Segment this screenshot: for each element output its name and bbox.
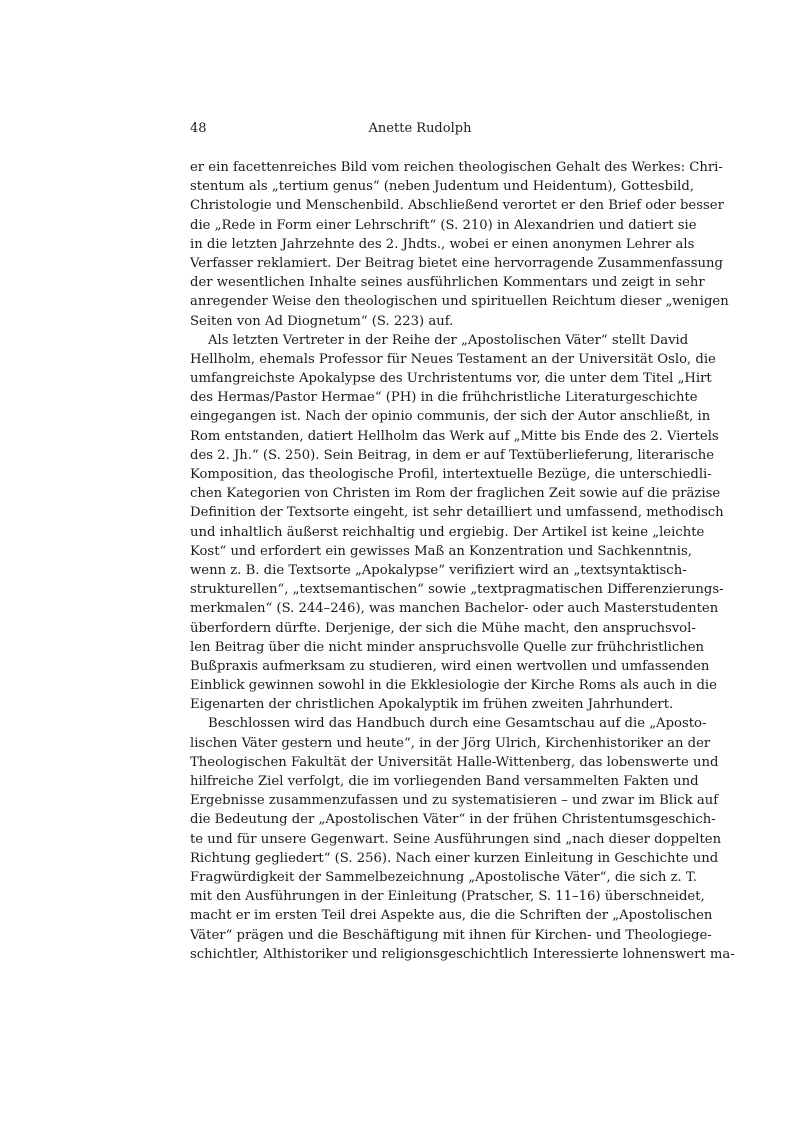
text-line: Theologischen Fakultät der Universität Halle-Wittenberg, das lobenswerte und [190,754,719,770]
paragraph [190,158,729,331]
text-line: Ergebnisse zusammenzufassen und zu systematisieren – und zwar im Blick auf [190,793,719,809]
text-line: len Beitrag über die nicht minder anspruchsvolle Quelle zur frühchristlichen [190,639,705,655]
text-line: Richtung gegliedert“ (S. 256). Nach einer kurzen Einleitung in Geschichte und [190,850,719,866]
text-line: überfordern dürfte. Derjenige, der sich die Mühe macht, den anspruchsvol- [190,620,696,636]
text-line: die Bedeutung der „Apostolischen Väter“ in der frühen Christentumsgeschich- [190,812,716,828]
text-line: macht er im ersten Teil drei Aspekte aus, die die Schriften der „Apostolischen [190,908,713,924]
text-line: Beschlossen wird das Handbuch durch eine Gesamtschau auf die „Aposto- [208,716,707,732]
text-line: Einblick gewinnen sowohl in die Ekklesiologie der Kirche Roms als auch in die [190,678,717,694]
text-line: und inhaltlich äußerst reichhaltig und ergiebig. Der Artikel ist keine „leichte [190,524,705,540]
text-line: Seiten von Ad Diognetum“ (S. 223) auf. [190,313,454,329]
text-line: Komposition, das theologische Profil, intertextuelle Bezüge, die unterschiedli- [190,467,712,482]
page-header [190,120,650,138]
text-line: lischen Väter gestern und heute“, in der Jörg Ulrich, Kirchenhistoriker an der [190,735,711,751]
text-line: hilfreiche Ziel verfolgt, die im vorliegenden Band versammelten Fakten und [190,774,699,789]
text-line: anregender Weise den theologischen und spirituellen Reichtum dieser „wenigen [190,294,729,310]
text-line: Väter“ prägen und die Beschäftigung mit ihnen für Kirchen- und Theologiege- [190,927,712,943]
text-line: strukturellen“, „textsemantischen“ sowie „textpragmatischen Differenzierungs- [190,582,724,598]
text-line: die „Rede in Form einer Lehrschrift“ (S. 210) in Alexandrien und datiert sie [190,217,697,233]
text-line: in die letzten Jahrzehnte des 2. Jhdts., wobei er einen anonymen Lehrer als [190,236,695,252]
text-line: umfangreichste Apokalypse des Urchristentums vor, die unter dem Titel „Hirt [190,371,712,387]
text-line: Hellholm, ehemals Professor für Neues Testament an der Universität Oslo, die [190,351,716,367]
text-line: er ein facettenreiches Bild vom reichen theologischen Gehalt des Werkes: Chri- [190,160,723,175]
text-line: Fragwürdigkeit der Sammelbezeichnung „Apostolische Väter“, die sich z. T. [190,869,697,885]
text-line: Rom entstanden, datiert Hellholm das Werk auf „Mitte bis Ende des 2. Viertels [190,428,719,444]
text-line: Eigenarten der christlichen Apokalyptik im frühen zweiten Jahrhundert. [190,697,674,713]
text-line: Kost“ und erfordert ein gewisses Maß an Konzentration und Sachkenntnis, [190,543,692,559]
text-line: Als letzten Vertreter in der Reihe der „Apostolischen Väter“ stellt David [208,332,689,348]
text-line: schichtler, Althistoriker und religionsgeschichtlich Interessierte lohnenswert ma- [190,946,735,962]
text-line: Definition der Textsorte eingeht, ist sehr detailliert und umfassend, methodisch [190,505,724,521]
text-line: des 2. Jh.“ (S. 250). Sein Beitrag, in dem er auf Textüberlieferung, literarische [190,447,715,463]
running-head: Anette Rudolph [368,121,472,136]
text-line: mit den Ausführungen in der Einleitung (Pratscher, S. 11–16) überschneidet, [190,889,705,905]
text-line: eingegangen ist. Nach der opinio communis, der sich der Autor anschließt, in [190,409,711,425]
paragraph [190,714,735,963]
text-line: merkmalen“ (S. 244–246), was manchen Bachelor- oder auch Masterstudenten [190,601,719,617]
page-number: 48 [190,121,207,136]
text-line: Christologie und Menschenbild. Abschließend verortet er den Brief oder besser [190,198,724,214]
text-line: des Hermas/Pastor Hermae“ (PH) in die frühchristliche Literaturgeschichte [190,390,698,406]
paragraph [190,331,724,715]
text-line: stentum als „tertium genus“ (neben Judentum und Heidentum), Gottesbild, [190,179,695,195]
text-line: der wesentlichen Inhalte seines ausführlichen Kommentars und zeigt in sehr [190,275,705,291]
text-line: Verfasser reklamiert. Der Beitrag bietet eine hervorragende Zusammenfassung [190,255,723,271]
text-line: Bußpraxis aufmerksam zu studieren, wird einen wertvollen und umfassenden [190,658,710,674]
text-line: wenn z. B. die Textsorte „Apokalypse“ verifiziert wird an „textsyntaktisch- [190,562,687,578]
body-text [190,158,735,964]
text-line: chen Kategorien von Christen im Rom der fraglichen Zeit sowie auf die präzise [190,486,721,502]
text-line: te und für unsere Gegenwart. Seine Ausführungen sind „nach dieser doppelten [190,831,722,847]
